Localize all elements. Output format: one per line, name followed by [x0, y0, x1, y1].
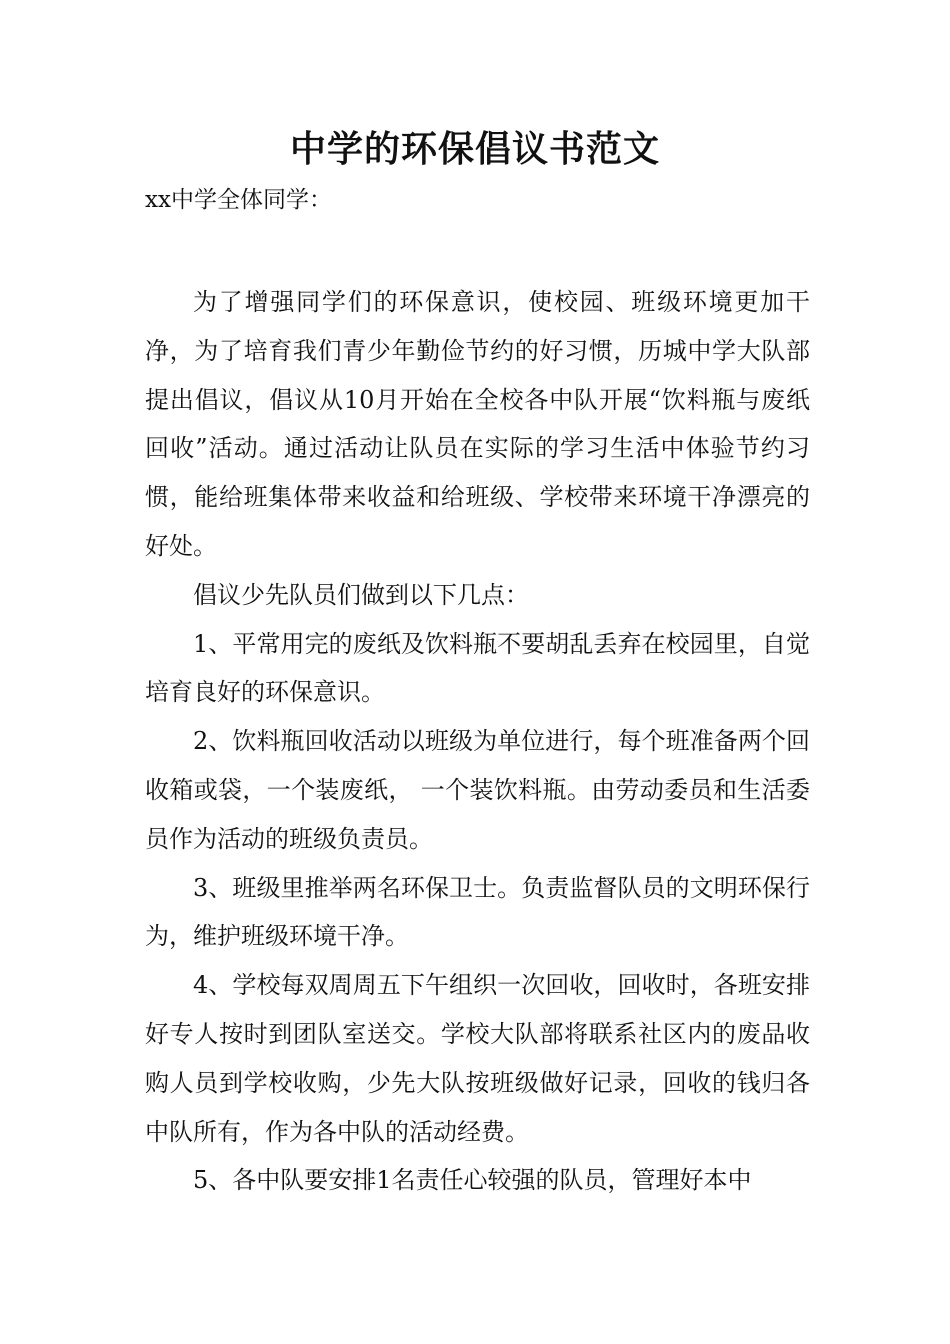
paragraph-item-4: 4、学校每双周周五下午组织一次回收，回收时，各班安排好专人按时到团队室送交。学校大队部将联系社区内的废品收购人员到学校收购，少先大队按班级做好记录，回收的钱归各中队所有，作为各中队的活动经费。 [145, 971, 810, 1146]
paragraph-item-5: 5、各中队要安排1名责任心较强的队员，管理好本中 [193, 1166, 752, 1195]
document-title: 中学的环保倡议书范文 [289, 129, 660, 170]
paragraph-item-1: 1、平常用完的废纸及饮料瓶不要胡乱丢弃在校园里，自觉培育良好的环保意识。 [145, 629, 810, 707]
paragraph-item-2: 2、饮料瓶回收活动以班级为单位进行，每个班准备两个回收箱或袋，一个装废纸， 一个装饮料瓶。由劳动委员和生活委员作为活动的班级负责员。 [145, 727, 810, 853]
paragraph-proposal-lead: 倡议少先队员们做到以下几点： [193, 580, 529, 609]
paragraph-intro: 为了增强同学们的环保意识，使校园、班级环境更加干净，为了培育我们青少年勤俭节约的好习惯，历城中学大队部提出倡议，倡议从10月开始在全校各中队开展“饮料瓶与废纸回收”活动。通过活动让队员在实际的学习生活中体验节约习惯，能给班集体带来收益和给班级、学校带来环境干净漂亮的好处。 [145, 288, 810, 560]
salutation: xx中学全体同学： [145, 187, 332, 213]
document-body [145, 278, 810, 1205]
paragraph-item-3: 3、班级里推举两名环保卫士。负责监督队员的文明环保行为，维护班级环境干净。 [145, 873, 810, 951]
